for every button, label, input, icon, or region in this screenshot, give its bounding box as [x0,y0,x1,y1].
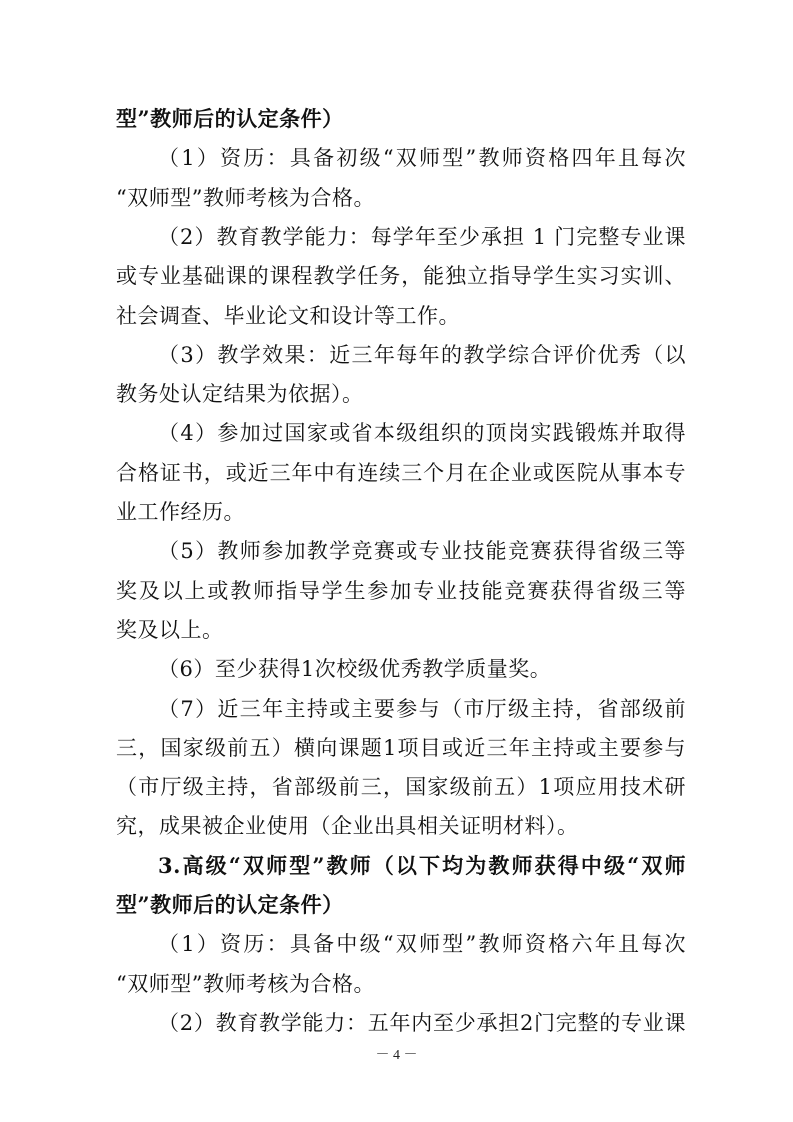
text-line: 奖及以上或教师指导学生参加专业技能竞赛获得省级三等 [116,578,686,603]
text-line: 社会调查、毕业论文和设计等工作。 [116,303,460,328]
text-line: 三，国家级前五）横向课题1项目或近三年主持或主要参与 [116,735,686,760]
page-number: － 4 － [375,1048,418,1063]
text-line: （5）教师参加教学竞赛或专业技能竞赛获得省级三等 [158,539,686,564]
text-line: 究，成果被企业使用（企业出具相关证明材料）。 [116,814,579,839]
text-line: （4）参加过国家或省本级组织的顶岗实践锻炼并取得 [158,421,686,446]
text-line: （1）资历：具备中级“双师型”教师资格六年且每次 [158,932,686,957]
text-line: 型”教师后的认定条件） [116,892,344,917]
text-line: 合格证书，或近三年中有连续三个月在企业或医院从事本专 [116,460,686,485]
text-line: 型”教师后的认定条件） [116,106,344,131]
text-line: （2）教育教学能力：五年内至少承担2门完整的专业课 [158,1010,686,1035]
text-line: （7）近三年主持或主要参与（市厅级主持，省部级前 [158,696,686,721]
text-line: （2）教育教学能力：每学年至少承担 1 门完整专业课 [158,224,686,249]
text-line: （1）资历：具备初级“双师型”教师资格四年且每次 [158,146,686,171]
text-line: （3）教学效果：近三年每年的教学综合评价优秀（以 [158,342,686,367]
text-line: 奖及以上。 [116,617,224,642]
text-line: 3.高级“双师型”教师（以下均为教师获得中级“双师 [158,852,686,878]
text-line: “双师型”教师考核为合格。 [116,185,375,210]
text-line: （市厅级主持，省部级前三，国家级前五）1项应用技术研 [116,775,686,800]
text-line: “双师型”教师考核为合格。 [116,971,375,996]
text-line: （6）至少获得1次校级优秀教学质量奖。 [158,657,552,682]
text-line: 或专业基础课的课程教学任务，能独立指导学生实习实训、 [116,264,686,289]
text-line: 教务处认定结果为依据）。 [116,382,364,407]
text-line: 业工作经历。 [116,500,245,524]
